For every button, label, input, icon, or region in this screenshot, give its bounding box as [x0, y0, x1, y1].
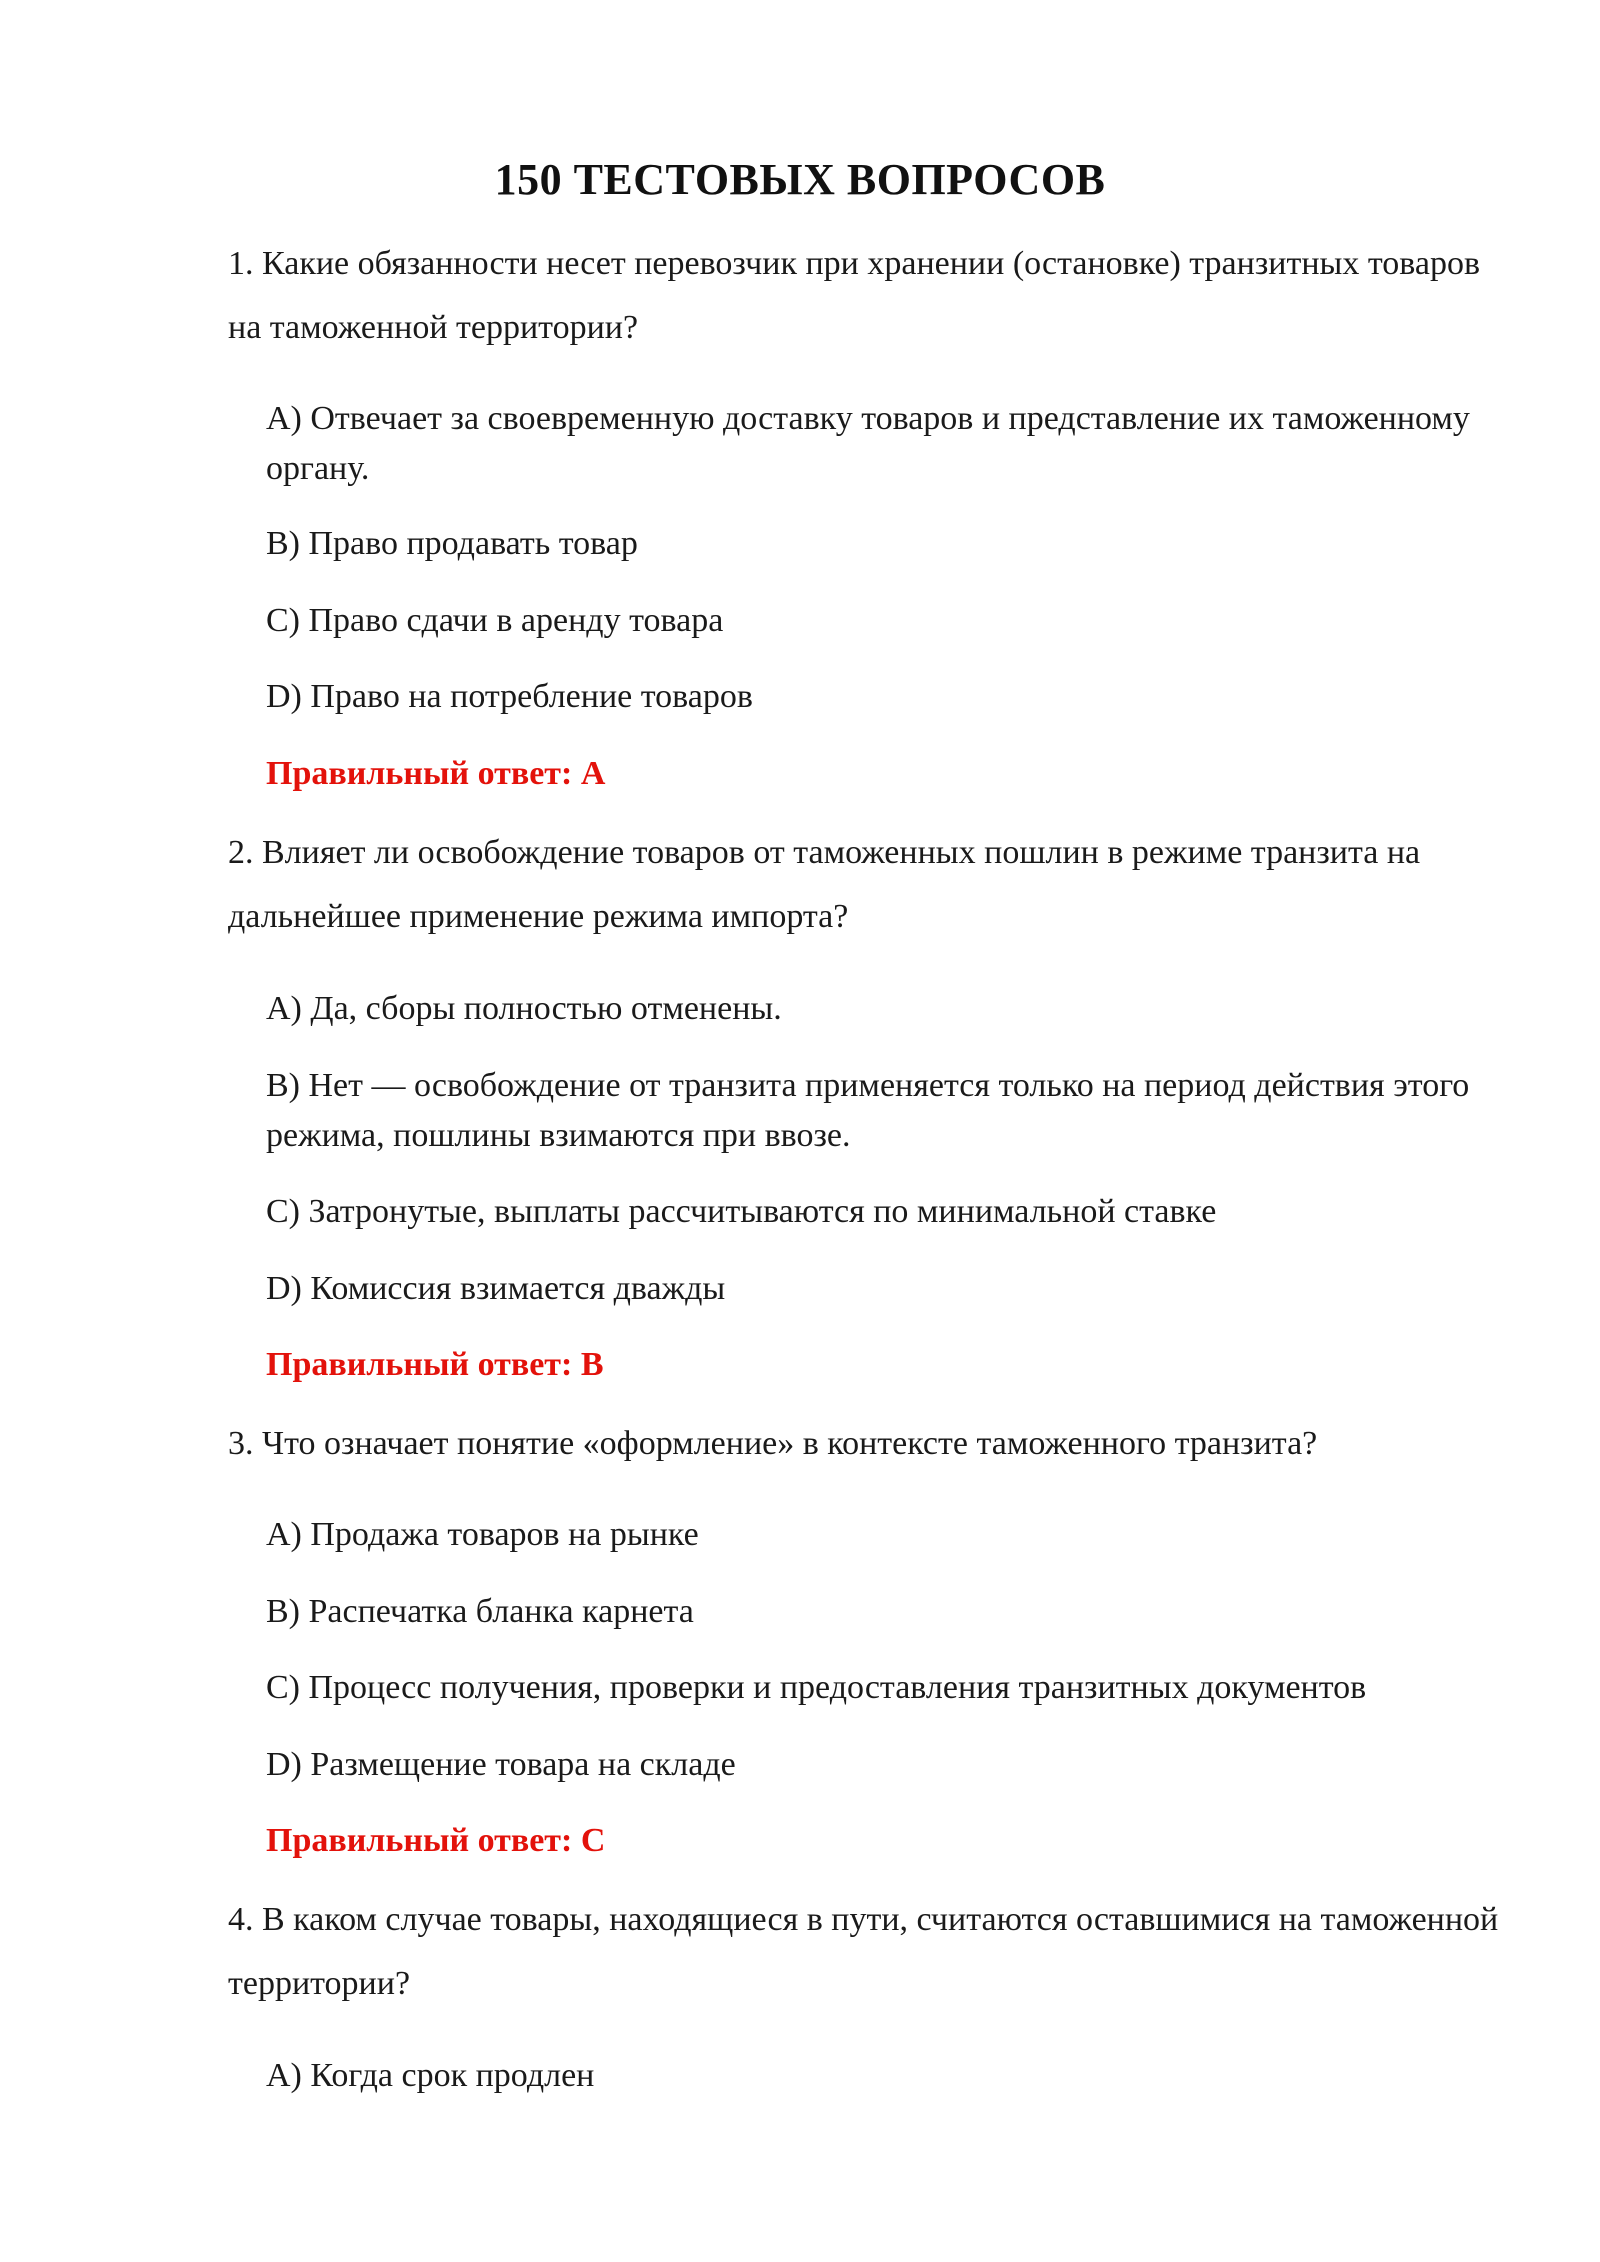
- question-1-option-d: D) Право на потребление товаров: [266, 678, 753, 715]
- question-1-option-b: B) Право продавать товар: [266, 525, 638, 562]
- question-3-text: 3. Что означает понятие «оформление» в контексте таможенного транзита?: [228, 1425, 1318, 1462]
- question-3-option-b: B) Распечатка бланка карнета: [266, 1593, 694, 1630]
- question-2-text: 2. Влияет ли освобождение товаров от таможенных пошлин в режиме транзита на дальнейшее применение режима импорта?: [228, 834, 1421, 935]
- question-1-text: 1. Какие обязанности несет перевозчик при хранении (остановке) транзитных товаров на таможенной территории?: [228, 245, 1481, 346]
- question-3-option-d: D) Размещение товара на складе: [266, 1746, 736, 1783]
- question-4-text: 4. В каком случае товары, находящиеся в пути, считаются оставшимися на таможенной территории?: [228, 1901, 1499, 2002]
- question-2-option-c: C) Затронутые, выплаты рассчитываются по минимальной ставке: [266, 1193, 1217, 1230]
- question-2-answer: Правильный ответ: B: [266, 1346, 604, 1383]
- question-2-option-d: D) Комиссия взимается дважды: [266, 1270, 726, 1307]
- document-title: 150 ТЕСТОВЫХ ВОПРОСОВ: [494, 155, 1106, 204]
- question-2-option-b: B) Нет — освобождение от транзита применяется только на период действия этого режима, пошлины взимаются при ввозе.: [266, 1067, 1470, 1154]
- question-3-option-c: C) Процесс получения, проверки и предоставления транзитных документов: [266, 1669, 1367, 1706]
- question-1-option-c: C) Право сдачи в аренду товара: [266, 602, 724, 639]
- question-3-option-a: A) Продажа товаров на рынке: [266, 1516, 699, 1553]
- question-1-answer: Правильный ответ: A: [266, 755, 606, 792]
- question-4-option-a: A) Когда срок продлен: [266, 2057, 595, 2094]
- question-2-option-a: A) Да, сборы полностью отменены.: [266, 990, 782, 1027]
- question-3-answer: Правильный ответ: C: [266, 1822, 606, 1859]
- question-1-option-a: A) Отвечает за своевременную доставку товаров и представление их таможенному органу.: [266, 400, 1470, 487]
